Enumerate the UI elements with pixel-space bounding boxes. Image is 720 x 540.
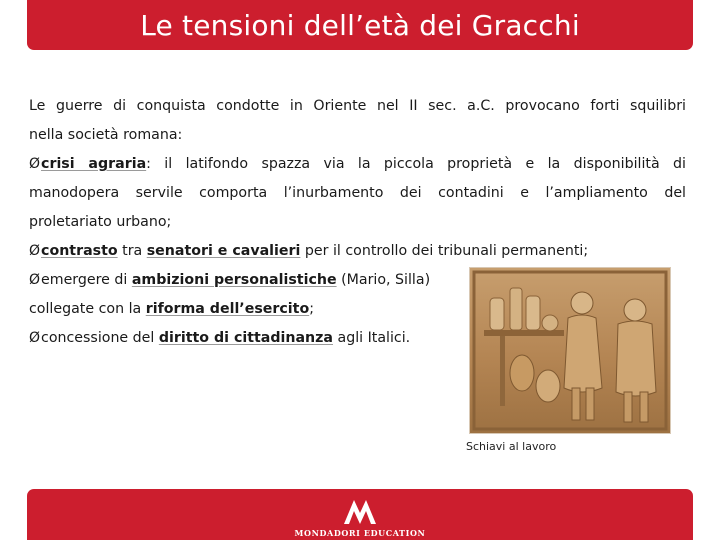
relief-jar	[490, 298, 504, 330]
bullet-contrasto	[29, 237, 686, 266]
bullet-emphasis: contrasto	[41, 243, 118, 259]
bullet-text: per il controllo dei tribunali permanenti;	[300, 243, 589, 259]
bullet-text: emergere di	[41, 272, 132, 288]
slide-title: Le tensioni dell’età dei Gracchi	[140, 8, 580, 42]
bullet-text: : il latifondo spazza via la piccola proprietà e la disponibilità di	[146, 156, 686, 172]
intro-line-1: Le guerre di conquista condotte in Oriente nel II sec. a.C. provocano forti squilibri	[29, 98, 686, 114]
bullet-crisi-line-1	[29, 150, 686, 179]
bullet-emphasis: crisi agraria	[41, 156, 147, 172]
bullet-arrow-icon: Ø	[29, 330, 41, 346]
bullet-arrow-icon: Ø	[29, 156, 41, 172]
relief-figure-body	[564, 315, 602, 392]
relief-figure-leg	[586, 388, 594, 420]
title-bar	[27, 0, 693, 50]
relief-figure-leg	[624, 392, 632, 422]
relief-jar	[510, 288, 522, 330]
bullet-emphasis: riforma dell’esercito	[145, 301, 310, 317]
bullet-crisi-line-2: manodopera servile comporta l’inurbamento dei contadini e l’ampliamento del	[29, 185, 686, 201]
relief-figure-crouching	[510, 355, 534, 391]
bullet-text: agli Italici.	[332, 330, 411, 346]
relief-vessel	[536, 370, 560, 402]
relief-photo	[469, 267, 671, 434]
bullet-emphasis: ambizioni personalistiche	[131, 272, 337, 288]
image-caption: Schiavi al lavoro	[466, 440, 557, 453]
relief-figure-head	[571, 292, 593, 314]
relief-figure-leg	[572, 388, 580, 420]
bullet-text: (Mario, Silla)	[336, 272, 431, 288]
bullet-text: tra	[117, 243, 147, 259]
relief-figure-body	[616, 321, 656, 396]
mondadori-logo-icon	[340, 497, 380, 525]
bullet-arrow-icon: Ø	[29, 272, 41, 288]
relief-figure-head	[624, 299, 646, 321]
bullet-text: concessione del	[41, 330, 159, 346]
intro-line-2: nella società romana:	[29, 127, 183, 143]
relief-shelf-leg	[500, 336, 505, 406]
footer-brand: MONDADORI EDUCATION	[294, 528, 426, 538]
bullet-emphasis: senatori e cavalieri	[146, 243, 301, 259]
relief-illustration	[470, 268, 670, 433]
relief-figure-leg	[640, 392, 648, 422]
bullet-arrow-icon: Ø	[29, 243, 41, 259]
relief-bowl	[542, 315, 558, 331]
bullet-crisi-line-3: proletariato urbano;	[29, 214, 172, 230]
bullet-text: ;	[309, 301, 314, 317]
bullet-text: collegate con la	[29, 301, 146, 317]
relief-jar	[526, 296, 540, 330]
bullet-emphasis: diritto di cittadinanza	[158, 330, 333, 346]
